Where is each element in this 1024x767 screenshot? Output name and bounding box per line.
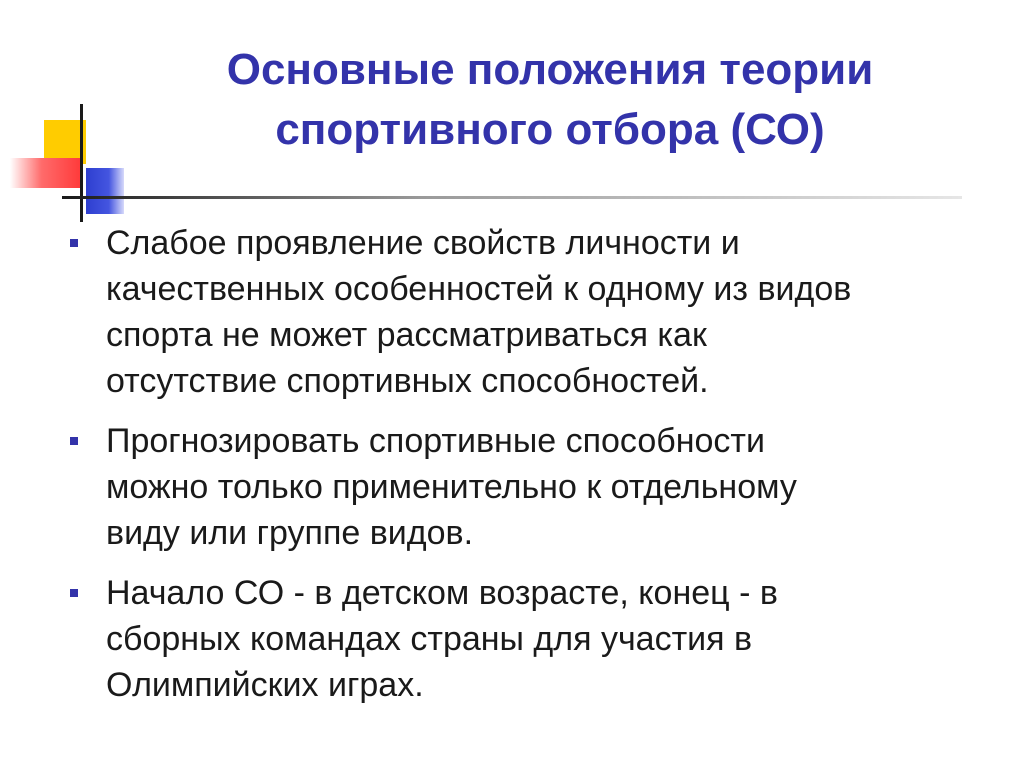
bullet-text-line: можно только применительно к отдельному bbox=[106, 468, 797, 506]
bullet-text-line: виду или группе видов. bbox=[106, 514, 474, 552]
slide-title bbox=[120, 40, 980, 160]
decorative-blue-square bbox=[86, 168, 124, 214]
decorative-red-bar bbox=[10, 158, 80, 188]
bullet-item bbox=[70, 418, 970, 556]
bullet-text-line: Олимпийских играх. bbox=[106, 666, 424, 704]
bullet-text-line: сборных командах страны для участия в bbox=[106, 620, 753, 658]
bullet-text-line: Начало СО - в детском возрасте, конец - в bbox=[106, 574, 778, 612]
title-line-2: спортивного отбора (СО) bbox=[275, 105, 825, 154]
bullet-text-line: отсутствие спортивных способностей. bbox=[106, 362, 709, 400]
square-bullet-icon bbox=[70, 589, 78, 597]
bullet-list bbox=[70, 220, 970, 722]
bullet-text-line: Прогнозировать спортивные способности bbox=[106, 422, 765, 460]
bullet-item bbox=[70, 570, 970, 708]
bullet-text-line: качественных особенностей к одному из видов bbox=[106, 270, 852, 308]
title-line-1: Основные положения теории bbox=[226, 45, 874, 94]
bullet-text-line: спорта не может рассматриваться как bbox=[106, 316, 707, 354]
square-bullet-icon bbox=[70, 437, 78, 445]
bullet-item bbox=[70, 220, 970, 404]
title-underline bbox=[62, 196, 962, 199]
square-bullet-icon bbox=[70, 239, 78, 247]
bullet-text-line: Слабое проявление свойств личности и bbox=[106, 224, 740, 262]
decorative-vertical-line bbox=[80, 104, 83, 222]
